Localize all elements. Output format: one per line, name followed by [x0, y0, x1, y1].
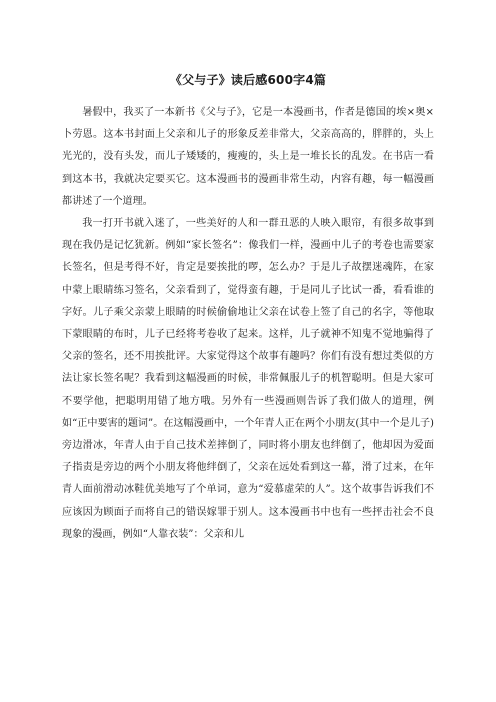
document-title: 《父与子》读后感600字4篇	[169, 73, 327, 87]
paragraph-1: 暑假中，我买了一本新书《父与子》，它是一本漫画书，作者是德国的埃×奥×卜劳恩。这本书封面上父亲和儿子的形象反差非常大，父亲高高的，胖胖的，头上光光的，没有头发，而儿子矮矮的，瘦瘦的，头上是一堆长长的乱发。在书店一看到这本书，我就决定要买它。这本漫画书的漫画非常生动，内容有趣，每一幅漫画都讲述了一个道理。	[62, 107, 434, 207]
paragraph-2: 我一打开书就入迷了，一些美好的人和一群丑恶的人映入眼帘，有很多故事到现在我仍是记忆犹新。例如“家长签名”：像我们一样，漫画中儿子的考卷也需要家长签名，但是考得不好，肯定是要挨批的啰，怎么办？于是儿子故摆迷魂阵，在家中蒙上眼睛练习签名，父亲看到了，觉得蛮有趣，于是同儿子比试一番，看看谁的字好。儿子乘父亲蒙上眼睛的时候偷偷地让父亲在试卷上签了自己的名字，等他取下蒙眼睛的布时，儿子已经将考卷收了起来。这样，儿子就神不知鬼不觉地骗得了父亲的签名，还不用挨批评。大家觉得这个故事有趣吗？你们有没有想过类似的方法让家长签名呢？我看到这幅漫画的时候，非常佩服儿子的机智聪明。但是大家可不要学他，把聪明用错了地方哦。另外有一些漫画则告诉了我们做人的道理，例如“正中要害的题词”。在这幅漫画中，一个年青人正在两个小朋友(其中一个是儿子)旁边滑冰，年青人由于自己技术差摔倒了，同时将小朋友也绊倒了，他却因为爱面子指责是旁边的两个小朋友将他绊倒了，父亲在远处看到这一幕，滑了过来，在年青人面前滑动冰鞋优美地写了个单词，意为“爱慕虚荣的人”。这个故事告诉我们不应该因为顾面子而将自己的错误嫁罪于别人。这本漫画书中也有一些抨击社会不良现象的漫画，例如“人靠衣装”：父亲和儿	[62, 218, 434, 540]
